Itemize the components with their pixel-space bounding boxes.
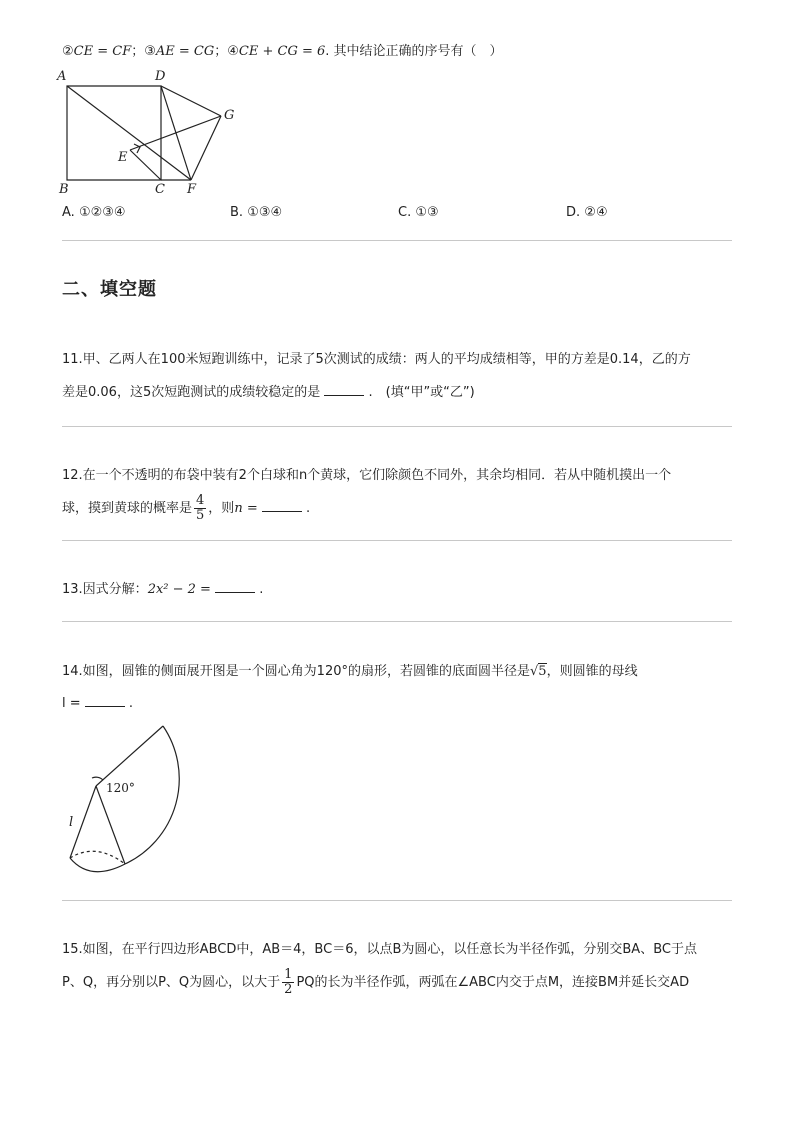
- divider: [62, 621, 732, 622]
- choice-a-text: ①②③④: [78, 205, 126, 220]
- divider: [62, 900, 732, 901]
- q14-line2: [62, 694, 133, 714]
- q15-line1: 15.如图，在平行四边形ABCD中，AB＝4，BC＝6，以点B为圆心，以任意长为半径作弧，分别交BA、BC于点: [62, 942, 697, 957]
- label-c: C: [155, 182, 165, 196]
- q15-line2-text: P、Q，再分别以P、Q为圆心，以大于: [62, 975, 281, 990]
- q14-end: .: [128, 696, 134, 711]
- segment-dg: [161, 86, 221, 116]
- choice-b[interactable]: [230, 205, 282, 220]
- q14-figure: [60, 720, 190, 880]
- choice-d-text: ②④: [584, 205, 608, 220]
- fraction: [194, 494, 206, 523]
- fraction-denominator: 2: [284, 982, 293, 997]
- q13-end: .: [259, 582, 264, 597]
- q10-figure: [55, 64, 255, 196]
- cone-base-front: [70, 858, 125, 872]
- q11-line2: [62, 383, 475, 403]
- sqrt-radicand: 5: [538, 664, 547, 679]
- q13-line: [62, 580, 263, 600]
- q10-stem: [62, 42, 503, 62]
- fraction-numerator: 4: [196, 493, 205, 508]
- angle-label: 120°: [106, 781, 135, 795]
- sector-arc: [125, 726, 179, 864]
- q15-line2-tail: PQ的长为半径作弧，两弧在∠ABC内交于点M，连接BM并延长交AD: [296, 975, 690, 990]
- q12-end: .: [306, 501, 311, 516]
- answer-blank[interactable]: [215, 580, 255, 593]
- segment-ec: [130, 150, 161, 180]
- choice-b-text: ①③④: [247, 205, 283, 220]
- fraction-numerator: 1: [284, 967, 293, 982]
- answer-blank[interactable]: [85, 694, 125, 707]
- fraction-denominator: 5: [196, 508, 205, 523]
- q15-line2: [62, 968, 689, 997]
- sector-radius-top: [96, 726, 163, 786]
- q13-text: 13.因式分解：: [62, 582, 148, 597]
- label-f: F: [187, 182, 197, 196]
- choice-a[interactable]: [62, 205, 126, 220]
- answer-blank[interactable]: [324, 383, 364, 396]
- segment-ag: [67, 86, 191, 180]
- q14-line1-tail: ，则圆锥的母线: [546, 664, 638, 679]
- q12-line2-text: 球，摸到黄球的概率是: [62, 501, 193, 516]
- divider: [62, 540, 732, 541]
- choice-c-text: ①③: [415, 205, 439, 220]
- q10-stem-suffix: . 其中结论正确的序号有（ ）: [325, 44, 503, 59]
- divider: [62, 426, 732, 427]
- q13-math: 2x² − 2 =: [147, 582, 211, 597]
- section-title: 二、填空题: [62, 279, 157, 300]
- divider: [62, 240, 732, 241]
- q12-line2: [62, 494, 310, 523]
- q12-line2-then: ，则: [208, 501, 235, 516]
- q14-var: l =: [62, 696, 81, 711]
- fraction: [282, 968, 294, 997]
- label-g: G: [224, 108, 235, 123]
- angle-arc: [92, 777, 103, 780]
- choice-c[interactable]: [398, 205, 439, 220]
- q12-var: n =: [234, 501, 258, 516]
- q14-line1-text: 14.如图，圆锥的侧面展开图是一个圆心角为120°的扇形，若圆锥的底面圆半径是: [62, 664, 530, 679]
- label-b: B: [59, 182, 69, 196]
- slant-label: l: [69, 815, 74, 830]
- label-a: A: [57, 69, 67, 84]
- q10-stem-prefix: ②: [62, 44, 74, 59]
- label-e: E: [118, 150, 128, 165]
- label-d: D: [155, 69, 166, 84]
- q11-line2-hint: . (填“甲”或“乙”): [368, 385, 475, 400]
- q10-stem-math2: AE = CG: [155, 44, 215, 59]
- choice-a-letter: A.: [62, 205, 75, 220]
- sqrt-symbol: √: [530, 664, 539, 679]
- choice-d-letter: D.: [566, 205, 581, 220]
- choice-b-letter: B.: [230, 205, 244, 220]
- q12-line1: 12.在一个不透明的布袋中装有2个白球和n个黄球，它们除颜色不同外，其余均相同．若从中随机摸出一个: [62, 468, 672, 483]
- q10-stem-math1: CE = CF: [73, 44, 132, 59]
- cone-base-back: [70, 851, 125, 864]
- choice-c-letter: C.: [398, 205, 412, 220]
- choice-d[interactable]: [566, 205, 608, 220]
- q14-line1: [62, 662, 638, 682]
- q10-stem-math3: CE + CG = 6: [238, 44, 326, 59]
- q10-stem-sep2: ；④: [214, 44, 239, 59]
- q11-line2-text: 差是0.06，这5次短跑测试的成绩较稳定的是: [62, 385, 321, 400]
- q10-stem-sep1: ；③: [131, 44, 156, 59]
- cone-left-side: [70, 786, 96, 858]
- q11-line1: 11.甲、乙两人在100米短跑训练中，记录了5次测试的成绩：两人的平均成绩相等，甲的方差是0.14，乙的方: [62, 352, 691, 367]
- answer-blank[interactable]: [262, 499, 302, 512]
